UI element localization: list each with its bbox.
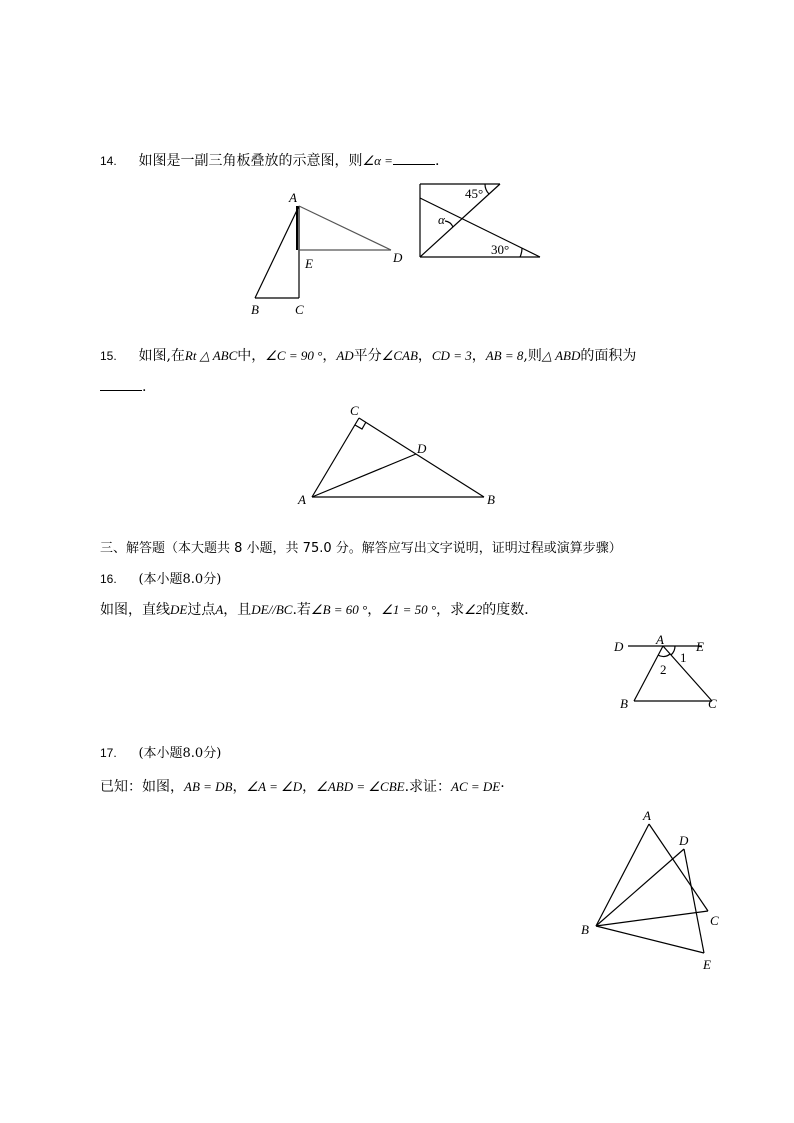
label-A: A [289,190,297,205]
q16-figure [610,630,725,712]
label-E: E [703,957,711,972]
q17-score: (本小题8.0分) [138,746,222,761]
q17-text [100,776,505,796]
answer-blank[interactable] [393,152,435,165]
q15-part: ,则 [523,348,542,364]
q17-part: .求证： [404,779,452,795]
q17-part: ， [232,779,247,795]
seg-hyp45 [420,184,500,257]
q15-part: ， [471,348,486,364]
q17-part: · [500,779,505,795]
q15-ab: AB = 8 [485,348,524,363]
label-C: C [708,696,717,711]
q16-part: 过点 [187,602,216,618]
q16-part: 如图，直线 [100,602,170,618]
label-D: D [393,250,403,265]
arc-30 [520,248,522,257]
arc-1 [671,646,675,655]
q17-figure [575,805,725,975]
q15-c90: ∠C = 90 ° [265,348,323,363]
q14-text [100,150,439,170]
q15-ad: AD [336,348,354,363]
q15-cab: ∠CAB [381,348,418,363]
answer-blank[interactable] [100,378,142,391]
label-E: E [696,639,704,654]
label-D: D [417,441,427,456]
seg-BD [596,849,684,926]
q16-a: A [215,602,224,617]
label-B: B [581,922,589,937]
label-2: 2 [660,662,667,677]
seg-AB [255,206,299,298]
q17-acde: AC = DE [451,779,501,794]
seg-AC [663,646,712,701]
seg-CB [359,418,484,497]
q17-ad: ∠A = ∠D [246,779,303,794]
label-C: C [295,302,304,317]
seg-BE [596,926,704,953]
label-B: B [251,302,259,317]
q15-part: 的面积为 [580,348,637,364]
question-number: 15. [100,349,117,363]
q15-part: 平分 [353,348,382,364]
label-A: A [656,632,664,647]
q15-rt: Rt △ ABC [184,348,238,363]
arc-45 [485,184,489,194]
seg-BC [596,911,708,926]
q14-figure-right [415,180,550,265]
q16-a150: ∠1 = 50 ° [381,602,437,617]
q16-part: ，求 [436,602,465,618]
seg-AC [312,418,359,497]
seg-BA [596,824,649,926]
q16-text [100,599,538,619]
q16-parallel: DE//BC [251,602,293,617]
q14-figure-left [245,188,415,323]
q16-b60: ∠B = 60 ° [310,602,368,617]
q16-part: 的度数． [482,602,539,618]
q17-header [100,742,221,761]
label-45: 45° [465,186,484,201]
q14-end: . [434,153,440,169]
q16-part: ， [367,602,382,618]
q17-abdb: AB = DB [184,779,233,794]
q17-part: ， [302,779,317,795]
arc-alpha [445,221,453,227]
q16-header [100,568,221,587]
label-B: B [620,696,628,711]
question-number: 17. [100,746,117,760]
q15-part: ， [417,348,432,364]
seg-AD [299,206,391,250]
q16-part: .若 [292,602,311,618]
label-A: A [643,808,651,823]
label-D: D [679,833,689,848]
seg-AB [634,646,663,701]
label-E: E [305,256,313,271]
label-30: 30° [491,242,510,257]
q15-cd: CD = 3 [431,348,472,363]
q17-part: 已知：如图， [100,779,184,795]
section-heading: 三、解答题（本大题共 8 小题，共 75.0 分。解答应写出文字说明，证明过程或演算步骤） [100,541,622,556]
q16-de: DE [170,602,188,617]
question-number: 14. [100,154,117,168]
label-1: 1 [680,650,687,665]
label-C: C [350,403,359,418]
arc-2 [658,654,670,657]
q15-text [100,345,636,365]
seg-AD [312,454,416,497]
label-D: D [614,639,624,654]
q15-abd: △ ABD [541,348,581,363]
q16-part: ，且 [223,602,252,618]
label-A: A [298,492,306,507]
question-number: 16. [100,572,117,586]
q15-figure [295,400,505,512]
q15-part: 中， [237,348,266,364]
label-alpha: α [438,212,445,227]
label-C: C [710,913,719,928]
label-B: B [487,492,495,507]
q17-abdcbe: ∠ABD = ∠CBE [316,779,405,794]
q15-end: . [142,379,147,395]
q14-angle: ∠α = [362,153,393,168]
q15-blank-line [100,378,146,395]
q14-stem: 如图是一副三角板叠放的示意图，则 [138,153,363,169]
q15-part: 如图,在 [138,348,185,364]
q16-a2: ∠2 [464,602,483,617]
q16-score: (本小题8.0分) [138,572,222,587]
q15-part: ， [322,348,337,364]
